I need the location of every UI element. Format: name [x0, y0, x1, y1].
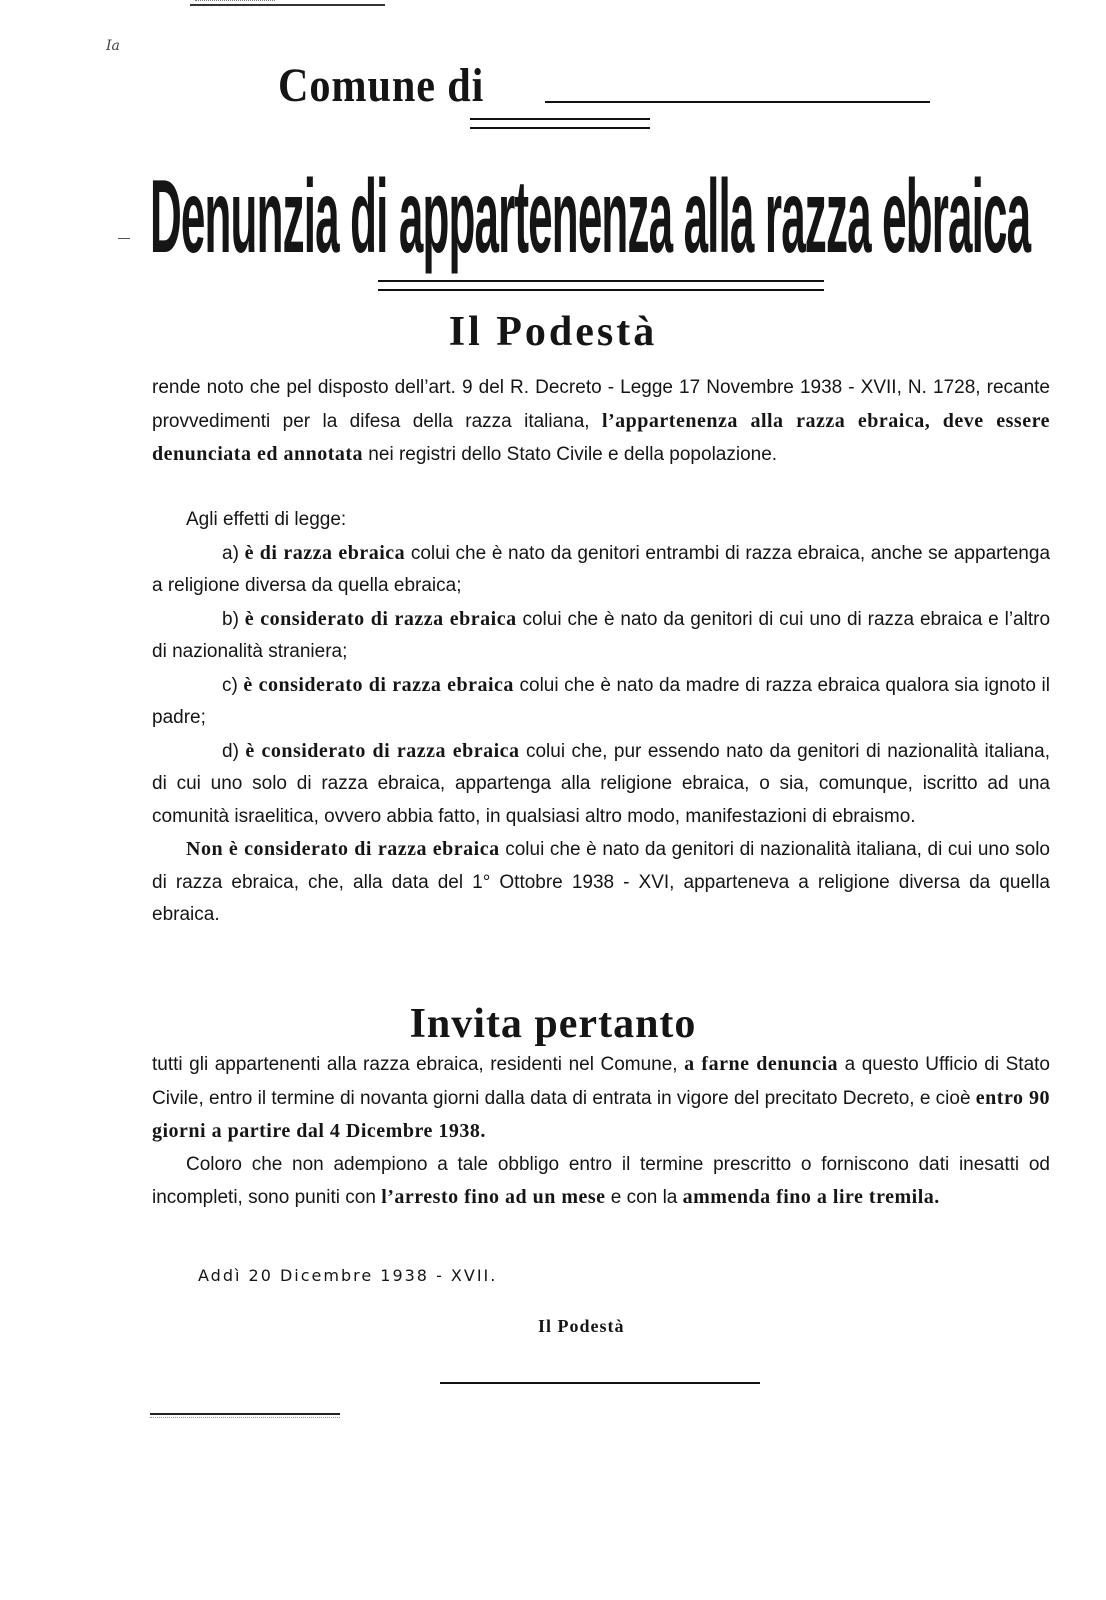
double-rule-divider	[378, 280, 824, 291]
printer-imprint-rule	[150, 1413, 340, 1415]
item-marker: d)	[222, 740, 239, 762]
comune-label: Comune di	[278, 59, 485, 112]
item-text: colui che è nato da madre di razza ebraica qualora sia ignoto il padre;	[152, 674, 1050, 728]
item-marker: b)	[222, 608, 239, 630]
item-marker: c)	[222, 674, 238, 696]
comune-name-blank-line	[545, 101, 930, 103]
effects-lead: Agli effetti di legge:	[186, 509, 347, 530]
invita-paragraph	[152, 1048, 1050, 1149]
item-emphasis: è considerato di razza ebraica	[245, 739, 520, 762]
invita-section	[152, 1048, 1050, 1215]
top-scrawl-mark	[195, 0, 275, 5]
item-emphasis: è considerato di razza ebraica	[244, 607, 517, 630]
item-emphasis: è considerato di razza ebraica	[243, 673, 514, 696]
item-marker: a)	[222, 542, 239, 564]
item-text: colui che è nato da genitori di cui uno di razza ebraica e l’altro di nazionalità straniera;	[152, 608, 1051, 662]
penalty-paragraph	[152, 1149, 1050, 1215]
invita-heading: Invita pertanto	[409, 1001, 697, 1047]
intro-emphasis: l’appartenenza alla razza ebraica, deve essere denunciata ed annotata	[152, 409, 1050, 465]
exception-paragraph	[152, 833, 1050, 932]
intro-section	[152, 372, 1050, 472]
notice-headline: Denunzia di appartenenza alla razza ebraica	[150, 159, 1031, 275]
margin-tick-mark	[118, 238, 130, 239]
penalty-text-cont: e con la	[605, 1187, 683, 1208]
deadline-emphasis: entro 90 giorni a partire dal 4 Dicembre 1938.	[152, 1086, 1050, 1142]
definition-item-b	[152, 603, 1050, 669]
definition-item-a	[152, 537, 1050, 603]
invita-text: tutti gli appartenenti alla razza ebraica, residenti nel Comune,	[152, 1054, 685, 1075]
intro-paragraph	[152, 372, 1050, 472]
intro-text: rende noto che pel disposto dell’art. 9 del R. Decreto - Legge 17 Novembre 1938 - XVII, N. 1728, recante provvedimenti per la difesa della razza italiana,	[152, 377, 1050, 432]
printer-imprint-text-illegible	[150, 1417, 340, 1420]
definition-item-c	[152, 669, 1050, 735]
signature-title: Il Podestà	[538, 1316, 625, 1336]
intro-text-end: nei registri dello Stato Civile e della popolazione.	[363, 444, 778, 465]
invita-emphasis: a farne denuncia	[684, 1053, 839, 1075]
penalty-arrest: l’arresto fino ad un mese	[381, 1186, 606, 1208]
item-text: colui che, pur essendo nato da genitori di nazionalità italiana, di cui uno solo di razza ebraica, appartenga alla religione ebraica, o sia, comunque, iscritto ad una comunità israelitica, ovvero abbia fatto, in qualsiasi altro modo, manifestazioni di ebraismo.	[152, 740, 1050, 827]
item-text: colui che è nato da genitori entrambi di razza ebraica, anche se appartenga a religione diversa da quella ebraica;	[152, 542, 1051, 596]
exception-emphasis: Non è considerato di razza ebraica	[186, 838, 500, 860]
double-rule-divider	[470, 118, 650, 129]
legal-effects-section	[152, 504, 1050, 932]
penalty-text: Coloro che non adempiono a tale obbligo entro il termine prescritto o forniscono dati inesatti od incompleti, sono puniti con	[152, 1153, 1050, 1208]
issue-date: Addì 20 Dicembre 1938 - XVII.	[198, 1266, 498, 1285]
signature-line	[440, 1382, 760, 1384]
definition-item-d	[152, 735, 1050, 834]
exception-text: colui che è nato da genitori di nazionalità italiana, di cui uno solo di razza ebraica, che, alla data del 1° Ottobre 1938 - XVI, apparteneva a religione diversa da quella ebraica.	[152, 839, 1050, 925]
item-emphasis: è di razza ebraica	[244, 541, 406, 564]
penalty-fine: ammenda fino a lire tremila.	[682, 1186, 940, 1208]
invita-text-cont: a questo Ufficio di Stato Civile, entro il termine di novanta giorni dalla data di entrata in vigore del precitato Decreto, e cioè	[152, 1054, 1050, 1109]
handwritten-margin-note: Ia	[106, 38, 120, 54]
issuer-title: Il Podestà	[448, 309, 658, 355]
